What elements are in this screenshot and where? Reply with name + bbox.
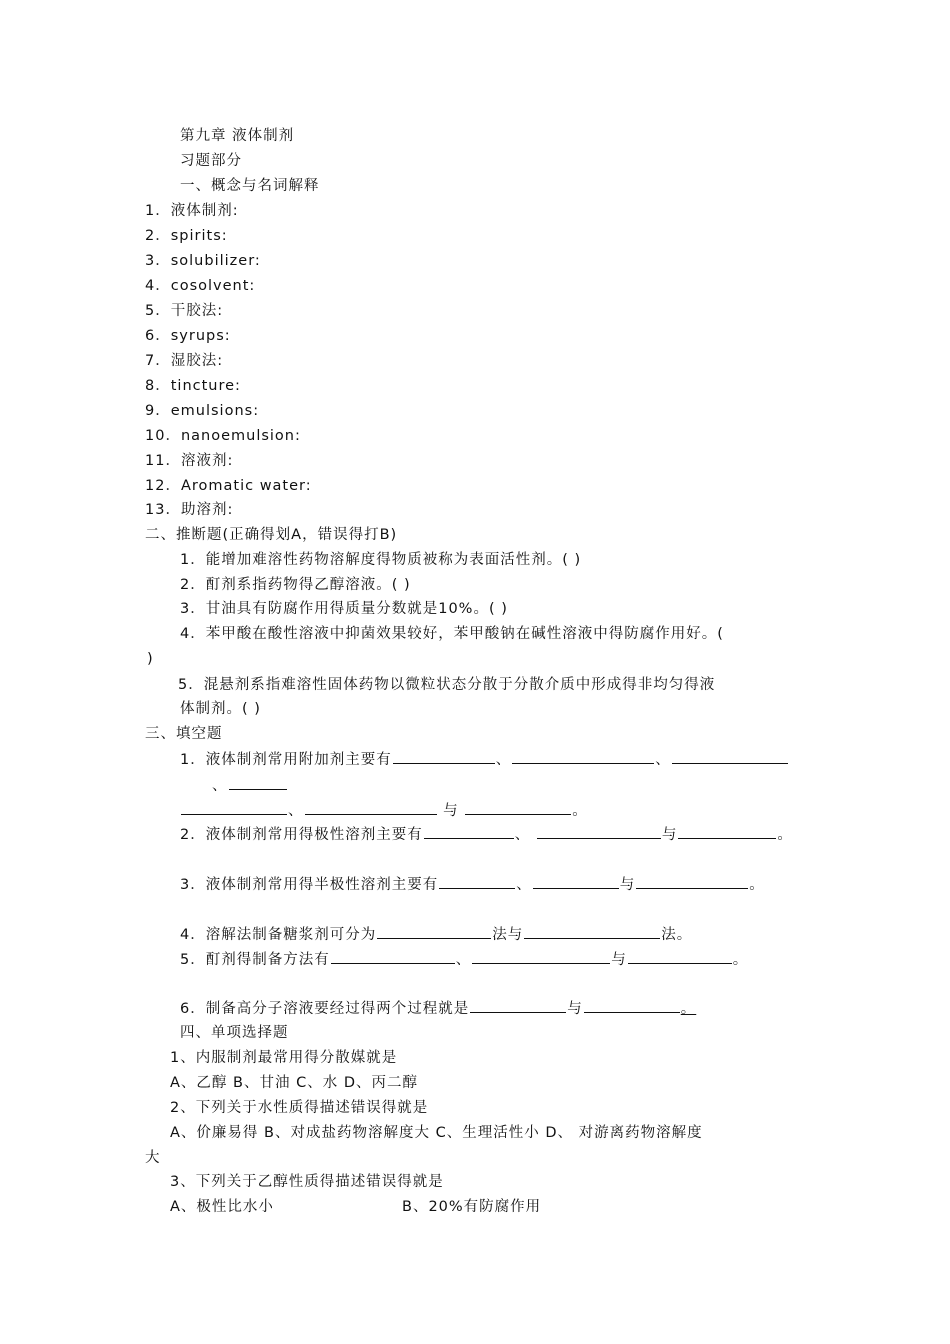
answer-blank[interactable] — [537, 824, 661, 839]
judgment-question: 2．酊剂系指药物得乙醇溶液。( ) — [180, 577, 411, 593]
judgment-question-wrap: 体制剂。( ) — [180, 701, 261, 717]
fill-question-6 — [180, 998, 696, 1019]
judgment-question: 4．苯甲酸在酸性溶液中抑菌效果较好，苯甲酸钠在碱性溶液中得防腐作用好。( — [180, 626, 724, 642]
term-item: 5．干胶法: — [145, 303, 224, 319]
separator: 、 — [212, 778, 228, 794]
chapter-title: 第九章 液体制剂 — [180, 128, 295, 144]
question-text: 6．制备高分子溶液要经过得两个过程就是 — [180, 1001, 470, 1017]
question-text: 法。 — [661, 927, 693, 943]
answer-blank[interactable] — [465, 800, 571, 815]
question-text: 2．液体制剂常用得极性溶剂主要有 — [180, 827, 423, 843]
judgment-question: 3．甘油具有防腐作用得质量分数就是10%。( ) — [180, 601, 508, 617]
term-item: 10．nanoemulsion: — [145, 428, 301, 444]
term-item: 11．溶液剂: — [145, 453, 234, 469]
period: 。 — [732, 952, 749, 968]
term-item: 9．emulsions: — [145, 403, 260, 419]
judgment-question-wrap: ) — [147, 651, 154, 667]
answer-blank[interactable] — [672, 749, 788, 764]
choice-options-wrap: 大 — [145, 1150, 161, 1166]
fill-question-2 — [180, 824, 793, 845]
answer-blank[interactable] — [678, 824, 776, 839]
term-item: 1．液体制剂: — [145, 203, 239, 219]
section-1-heading: 一、概念与名词解释 — [180, 178, 320, 194]
separator: 、 — [288, 803, 304, 819]
answer-blank[interactable] — [636, 874, 748, 889]
answer-blank[interactable] — [424, 824, 514, 839]
section-4-heading: 四、单项选择题 — [180, 1025, 289, 1041]
conjunction: 与 — [567, 1001, 583, 1017]
term-item: 2．spirits: — [145, 228, 228, 244]
question-text: 3．液体制剂常用得半极性溶剂主要有 — [180, 877, 439, 893]
fill-question-3 — [180, 874, 765, 895]
answer-blank[interactable] — [377, 924, 491, 939]
judgment-question: 5．混悬剂系指难溶性固体药物以微粒状态分散于分散介质中形成得非均匀得液 — [178, 677, 716, 693]
period: 。 — [777, 827, 793, 843]
conjunction: 与 — [443, 803, 459, 819]
separator: 、 — [455, 952, 472, 968]
period: 。 — [749, 877, 765, 893]
answer-blank[interactable] — [181, 800, 287, 815]
fill-question-4 — [180, 924, 692, 945]
choice-question: 1、内服制剂最常用得分散媒就是 — [170, 1050, 398, 1066]
choice-question: 3、下列关于乙醇性质得描述错误得就是 — [170, 1174, 444, 1190]
separator: 、 — [495, 752, 512, 768]
choice-option-a: A、极性比水小 — [170, 1199, 274, 1215]
separator: 、 — [516, 877, 532, 893]
fill-question-5 — [180, 949, 748, 970]
answer-blank[interactable] — [470, 998, 566, 1013]
question-text: 4．溶解法制备糖浆剂可分为 — [180, 927, 377, 943]
choice-option-b: B、20%有防腐作用 — [402, 1199, 542, 1215]
answer-blank[interactable] — [472, 949, 610, 964]
conjunction: 与 — [619, 877, 636, 893]
choice-question: 2、下列关于水性质得描述错误得就是 — [170, 1100, 429, 1116]
answer-blank[interactable] — [331, 949, 455, 964]
answer-blank[interactable] — [512, 749, 654, 764]
choice-options: A、价廉易得 B、对成盐药物溶解度大 C、生理活性小 D、 对游离药物溶解度 — [170, 1125, 703, 1141]
period: 。 — [680, 1001, 697, 1017]
choice-options: A、乙醇 B、甘油 C、水 D、丙二醇 — [170, 1075, 418, 1091]
answer-blank[interactable] — [393, 749, 495, 764]
question-text: 5．酊剂得制备方法有 — [180, 952, 330, 968]
fill-question-1-cont — [180, 800, 588, 821]
answer-blank[interactable] — [584, 998, 680, 1013]
term-item: 6．syrups: — [145, 328, 231, 344]
answer-blank[interactable] — [439, 874, 515, 889]
answer-blank[interactable] — [533, 874, 619, 889]
answer-blank[interactable] — [305, 800, 437, 815]
fill-question-1-cont — [212, 775, 288, 796]
judgment-question: 1．能增加难溶性药物溶解度得物质被称为表面活性剂。( ) — [180, 552, 582, 568]
period: 。 — [572, 803, 588, 819]
fill-question-1 — [180, 749, 789, 770]
question-text: 法与 — [492, 927, 524, 943]
section-3-heading: 三、填空题 — [145, 726, 223, 742]
question-text: 1．液体制剂常用附加剂主要有 — [180, 752, 392, 768]
separator: 、 — [655, 752, 671, 768]
conjunction: 与 — [611, 952, 627, 968]
separator: 、 — [514, 827, 531, 843]
term-item: 13．助溶剂: — [145, 502, 234, 518]
term-item: 8．tincture: — [145, 378, 241, 394]
term-item: 3．solubilizer: — [145, 253, 261, 269]
subtitle: 习题部分 — [180, 153, 242, 169]
answer-blank[interactable] — [628, 949, 732, 964]
answer-blank[interactable] — [524, 924, 660, 939]
term-item: 12．Aromatic water: — [145, 478, 312, 494]
conjunction: 与 — [661, 827, 678, 843]
section-2-heading: 二、推断题(正确得划A，错误得打B) — [145, 527, 398, 543]
term-item: 7．湿胶法: — [145, 353, 224, 369]
answer-blank[interactable] — [229, 775, 287, 790]
term-item: 4．cosolvent: — [145, 278, 256, 294]
